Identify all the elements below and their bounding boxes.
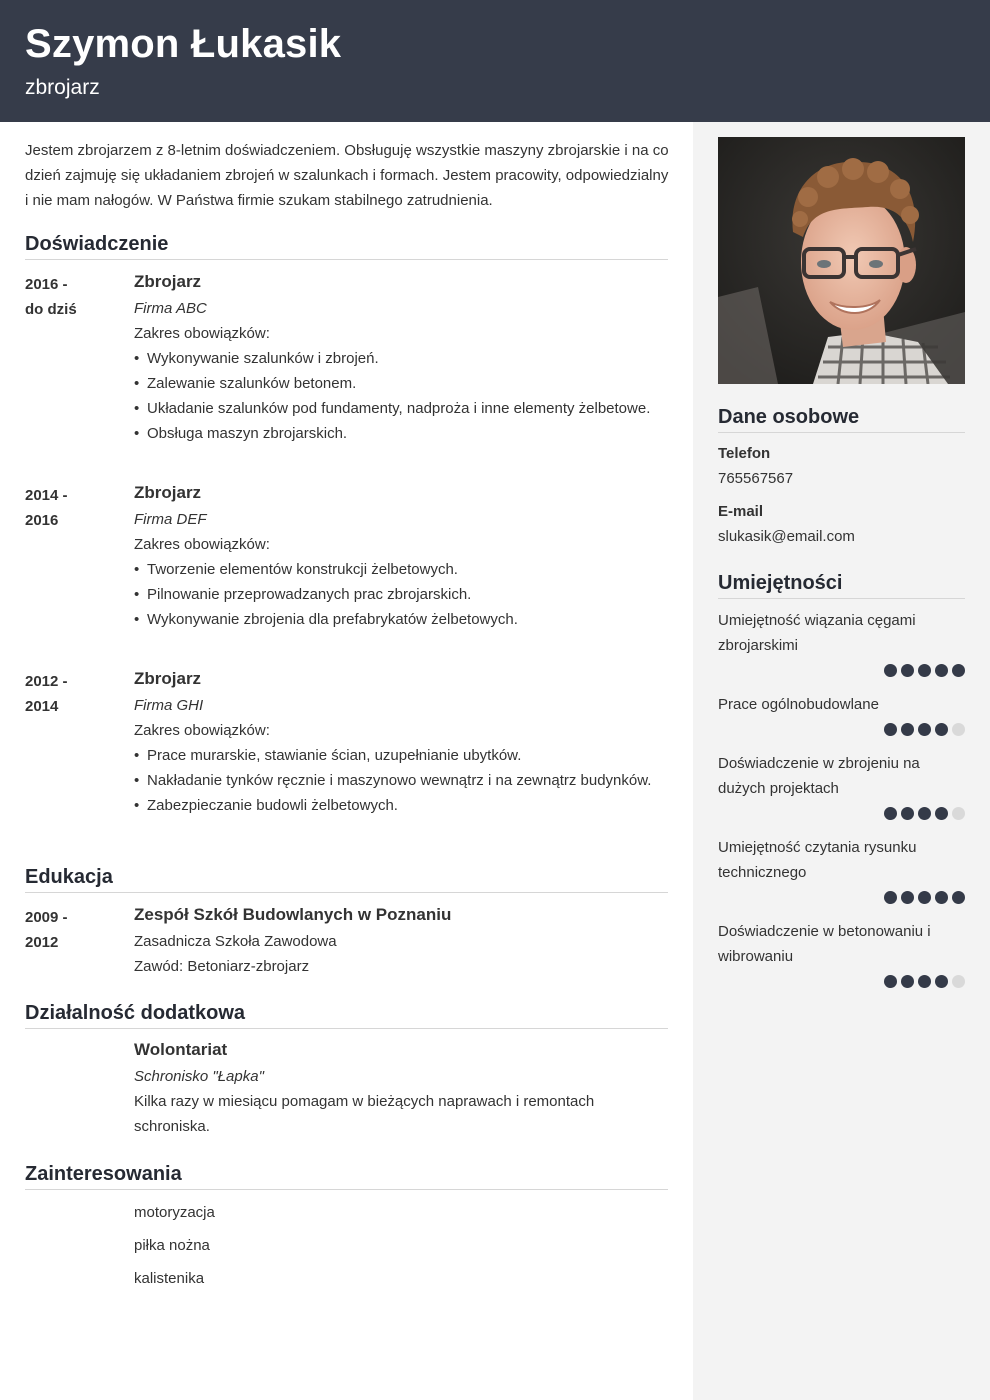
entry-dates	[25, 483, 125, 533]
duty-item: • Tworzenie elementów konstrukcji żelbetowych.	[134, 557, 670, 582]
duty-item: • Nakładanie tynków ręcznie i maszynowo wewnątrz i na zewnątrz budynków.	[134, 768, 670, 793]
skill-rating	[718, 664, 965, 677]
rating-dot-filled	[901, 807, 914, 820]
skill-name: Umiejętność czytania rysunku technicznego	[718, 839, 917, 881]
interest-item: piłka nożna	[134, 1237, 210, 1254]
profile-summary: Jestem zbrojarzem z 8-letnim doświadczeniem. Obsługuję wszystkie maszyny zbrojarskie i na co dzień zajmuję się układaniem zbrojeń w szalunkach i formach. Jestem pracowity, odpowiedzialny i nie mam nałogów. W Państwa firmie szukam stabilnego zatrudnienia.	[25, 142, 669, 209]
job-title: Zbrojarz	[134, 483, 202, 502]
duty-item: • Prace murarskie, stawianie ścian, uzupełnianie ubytków.	[134, 743, 670, 768]
date-from: 2009 -	[25, 909, 68, 926]
duty-item: • Wykonywanie zbrojenia dla prefabrykatów żelbetowych.	[134, 607, 670, 632]
skill-item	[718, 608, 965, 677]
activity-title: Wolontariat	[134, 1040, 228, 1059]
rating-dot-filled	[935, 664, 948, 677]
activity-description: Kilka razy w miesiącu pomagam w bieżących naprawach i remontach schroniska.	[134, 1093, 595, 1135]
rating-dot-filled	[935, 807, 948, 820]
job-title: Zbrojarz	[134, 669, 202, 688]
rating-dot-empty	[952, 807, 965, 820]
rating-dot-filled	[918, 664, 931, 677]
rating-dot-filled	[884, 891, 897, 904]
duties-label: Zakres obowiązków:	[134, 325, 270, 342]
date-from: 2016 -	[25, 276, 68, 293]
job-title: Zbrojarz	[134, 272, 202, 291]
phone-value: 765567567	[718, 470, 794, 487]
profession: Zawód: Betoniarz-zbrojarz	[134, 958, 310, 975]
rating-dot-filled	[901, 664, 914, 677]
interest-item: kalistenika	[134, 1270, 205, 1287]
section-title-interests: Zainteresowania	[25, 1162, 668, 1190]
duty-item: • Wykonywanie szalunków i zbrojeń.	[134, 346, 670, 371]
skill-item	[718, 751, 965, 820]
date-from: 2012 -	[25, 673, 68, 690]
skill-name: Umiejętność wiązania cęgami zbrojarskimi	[718, 612, 916, 654]
rating-dot-filled	[901, 975, 914, 988]
duties-label: Zakres obowiązków:	[134, 536, 270, 553]
rating-dot-filled	[935, 891, 948, 904]
date-to: do dziś	[25, 301, 77, 318]
entry-dates	[25, 272, 125, 322]
duty-item: • Obsługa maszyn zbrojarskich.	[134, 421, 670, 446]
date-to: 2012	[25, 934, 59, 951]
rating-dot-filled	[918, 891, 931, 904]
rating-dot-filled	[952, 891, 965, 904]
rating-dot-empty	[952, 723, 965, 736]
rating-dot-empty	[952, 975, 965, 988]
candidate-name: Szymon Łukasik	[25, 22, 342, 66]
duties-list	[134, 557, 670, 632]
skill-item	[718, 919, 965, 988]
duties-label: Zakres obowiązków:	[134, 722, 270, 739]
rating-dot-filled	[952, 664, 965, 677]
skill-rating	[718, 891, 965, 904]
sidebar	[693, 122, 990, 1400]
duty-item: • Zabezpieczanie budowli żelbetowych.	[134, 793, 670, 818]
phone-label: Telefon	[718, 445, 771, 462]
skill-item	[718, 692, 965, 736]
skill-rating	[718, 807, 965, 820]
duties-list	[134, 743, 670, 818]
section-title-personal: Dane osobowe	[718, 405, 965, 433]
duty-item: • Pilnowanie przeprowadzanych prac zbrojarskich.	[134, 582, 670, 607]
duty-item: • Układanie szalunków pod fundamenty, nadproża i inne elementy żelbetowe.	[134, 396, 670, 421]
rating-dot-filled	[901, 891, 914, 904]
skill-item	[718, 835, 965, 904]
duties-list	[134, 346, 670, 446]
interest-item: motoryzacja	[134, 1204, 215, 1221]
rating-dot-filled	[935, 723, 948, 736]
profile-photo	[718, 137, 965, 384]
entry-dates	[25, 669, 125, 719]
company-name: Firma DEF	[134, 511, 207, 528]
section-title-education: Edukacja	[25, 865, 668, 893]
school-name: Zespół Szkół Budowlanych w Poznaniu	[134, 905, 452, 924]
rating-dot-filled	[884, 664, 897, 677]
resume-header	[0, 0, 990, 122]
school-type: Zasadnicza Szkoła Zawodowa	[134, 933, 337, 950]
email-value: slukasik@email.com	[718, 528, 855, 545]
skill-rating	[718, 723, 965, 736]
duty-item: • Zalewanie szalunków betonem.	[134, 371, 670, 396]
skill-name: Prace ogólnobudowlane	[718, 696, 879, 713]
skill-rating	[718, 975, 965, 988]
section-title-skills: Umiejętności	[718, 571, 965, 599]
rating-dot-filled	[901, 723, 914, 736]
rating-dot-filled	[884, 975, 897, 988]
rating-dot-filled	[918, 975, 931, 988]
rating-dot-filled	[884, 723, 897, 736]
company-name: Firma GHI	[134, 697, 204, 714]
email-label: E-mail	[718, 503, 764, 520]
skill-name: Doświadczenie w betonowaniu i wibrowaniu	[718, 923, 931, 965]
date-to: 2014	[25, 698, 59, 715]
section-title-experience: Doświadczenie	[25, 232, 668, 260]
activity-organization: Schronisko "Łapka"	[134, 1068, 264, 1085]
company-name: Firma ABC	[134, 300, 207, 317]
rating-dot-filled	[884, 807, 897, 820]
rating-dot-filled	[918, 807, 931, 820]
date-from: 2014 -	[25, 487, 68, 504]
section-title-activities: Działalność dodatkowa	[25, 1001, 668, 1029]
rating-dot-filled	[935, 975, 948, 988]
main-column	[0, 122, 693, 1400]
candidate-role: zbrojarz	[25, 76, 100, 99]
date-to: 2016	[25, 512, 59, 529]
skill-name: Doświadczenie w zbrojeniu na dużych projektach	[718, 755, 920, 797]
entry-dates	[25, 905, 125, 955]
rating-dot-filled	[918, 723, 931, 736]
